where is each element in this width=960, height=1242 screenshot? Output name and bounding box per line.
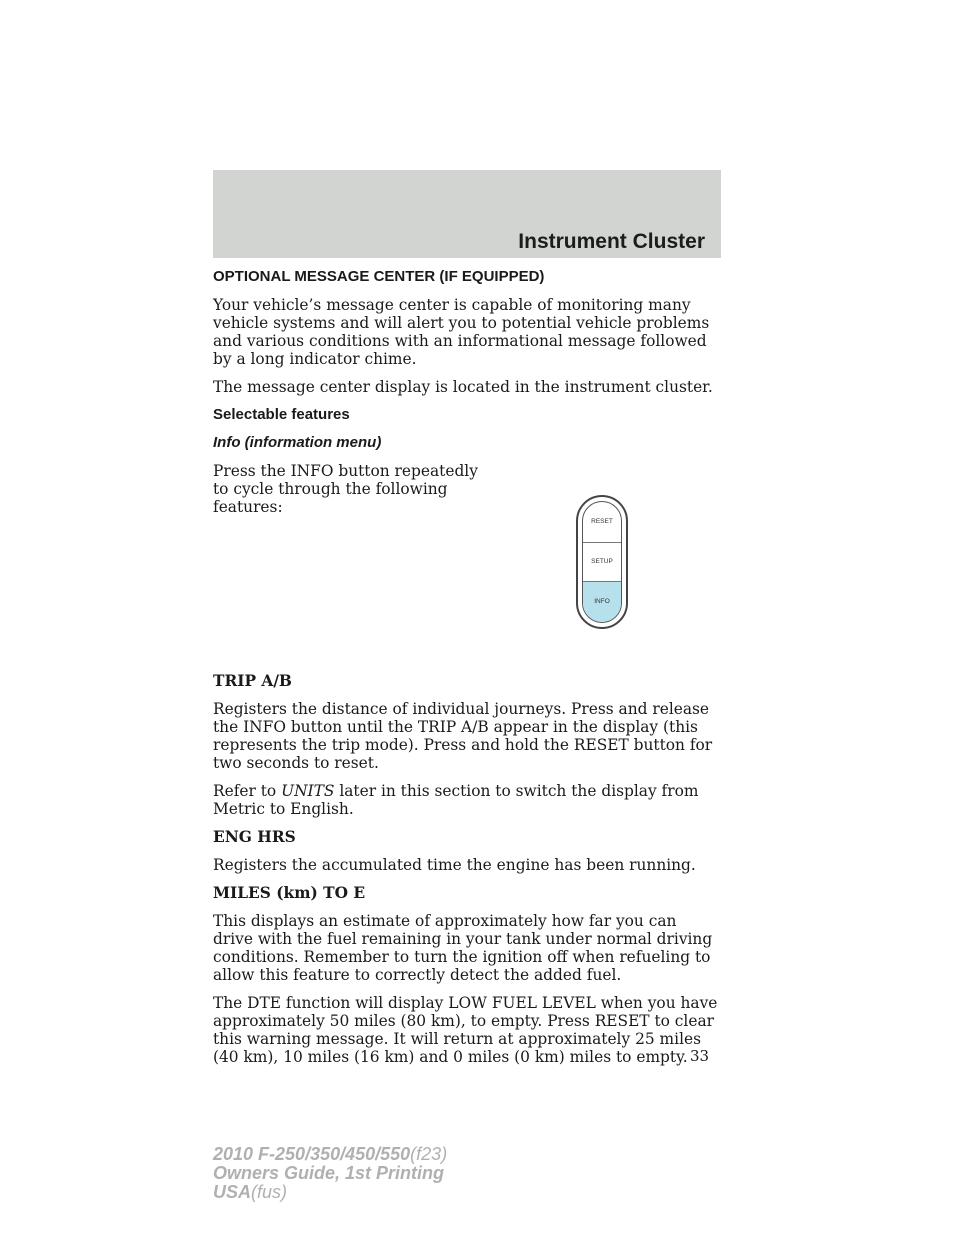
footer-model-code: (f23): [410, 1144, 448, 1164]
intro-paragraph: Your vehicle’s message center is capable of monitoring many vehicle systems and will alert you to potential vehicle problems and various conditions with an informational message followed by a long indicator chime.: [213, 296, 710, 368]
footer-region-code: (fus): [251, 1182, 288, 1202]
footer-region: USA: [213, 1182, 252, 1202]
location-paragraph: The message center display is located in the instrument cluster.: [213, 378, 713, 396]
dte-heading: MILES (km) TO E: [213, 884, 366, 902]
dte-paragraph-1: This displays an estimate of approximately how far you can drive with the fuel remaining in your tank under normal driving conditions. Remember to turn the ignition off when refueling to allow this feature to correctly detect the added fuel.: [213, 912, 713, 984]
units-reference-paragraph: [213, 782, 721, 818]
main-heading: OPTIONAL MESSAGE CENTER (IF EQUIPPED): [213, 268, 545, 285]
trip-paragraph: Registers the distance of individual journeys. Press and release the INFO button until the TRIP A/B appear in the display (this represents the trip mode). Press and hold the RESET button for two seconds to reset.: [213, 700, 713, 772]
trip-heading: TRIP A/B: [213, 672, 292, 690]
section-header-band: [213, 170, 721, 258]
footer: [213, 1145, 447, 1202]
page-content: [213, 268, 721, 1076]
press-info-paragraph: Press the INFO button repeatedly to cycle through the following features:: [213, 462, 478, 516]
footer-guide-line: Owners Guide, 1st Printing: [213, 1163, 445, 1183]
footer-region-line: [213, 1183, 447, 1202]
eng-hrs-heading: ENG HRS: [213, 828, 296, 846]
refer-prefix: Refer to: [213, 782, 282, 800]
footer-model: 2010 F-250/350/450/550: [213, 1144, 411, 1164]
message-center-buttons-illustration: [576, 495, 628, 629]
info-intro-block: [213, 462, 721, 672]
info-button-label: INFO: [583, 582, 621, 622]
dte-paragraph-2: The DTE function will display LOW FUEL LEVEL when you have approximately 50 miles (80 km), to empty. Press RESET to clear this warning message. It will return at approximately 25 miles (40 km), 10 miles (16 km) and 0 miles (0 km) miles to empty.: [213, 994, 718, 1066]
info-menu-heading: Info (information menu): [213, 434, 382, 451]
refer-suffix: later in this section to switch the display from Metric to English.: [213, 782, 699, 818]
eng-hrs-paragraph: Registers the accumulated time the engine has been running.: [213, 856, 696, 874]
reset-button-label: RESET: [591, 517, 613, 525]
page-number: 33: [690, 1047, 710, 1065]
selectable-features-heading: Selectable features: [213, 406, 350, 423]
setup-button-label: SETUP: [583, 542, 621, 582]
section-title: Instrument Cluster: [518, 230, 705, 253]
units-reference: UNITS: [281, 782, 335, 800]
footer-model-line: [213, 1145, 447, 1164]
